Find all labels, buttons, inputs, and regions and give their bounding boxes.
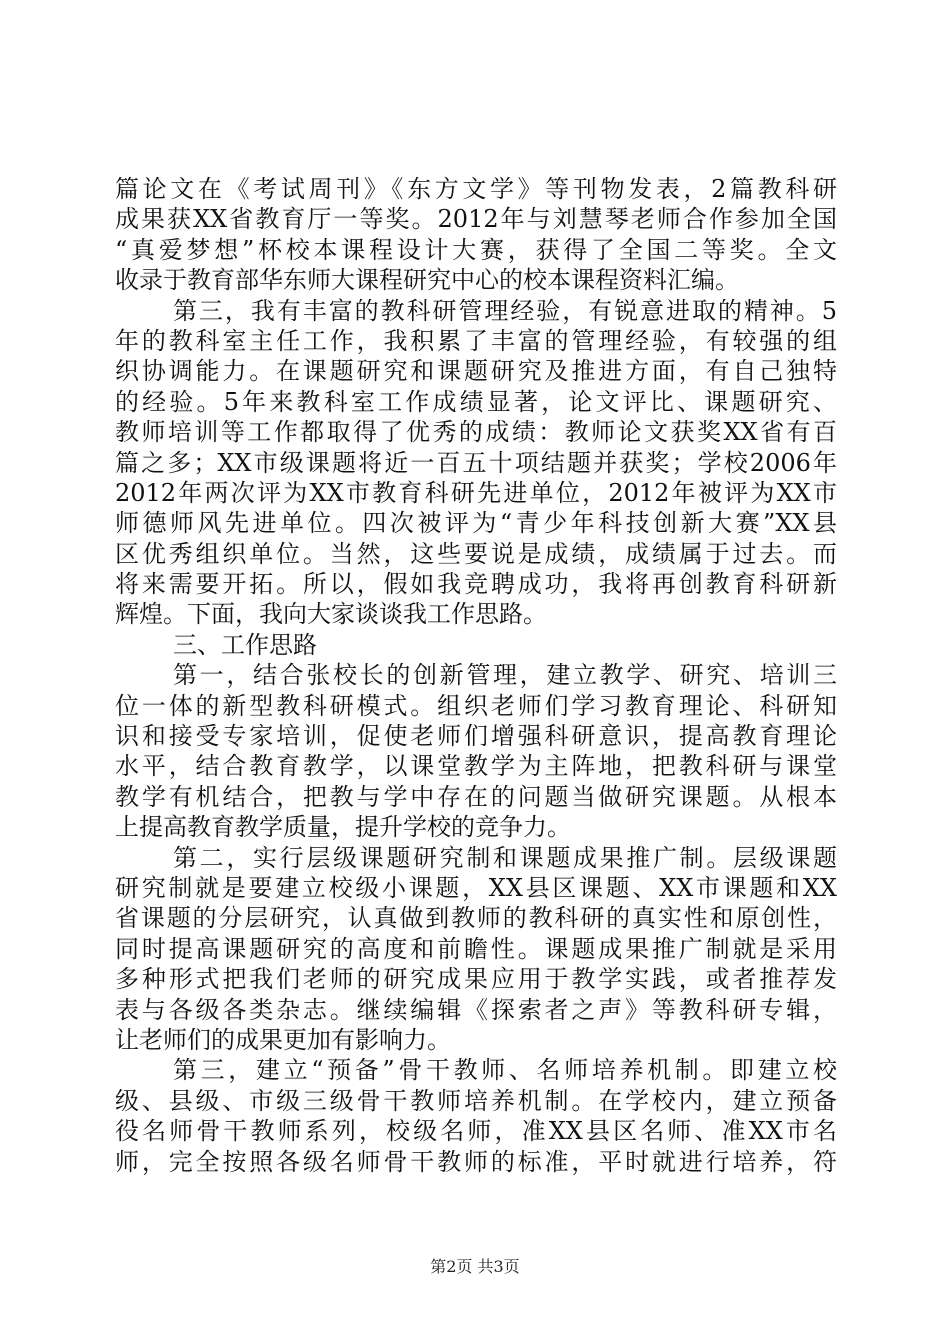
text-line: 织协调能力。在课题研究和课题研究及推进方面，有自己独特 [115,357,837,386]
text-line: 水平，结合教育教学，以课堂教学为主阵地，把教科研与课堂 [115,752,837,781]
text-line: 第一，结合张校长的创新管理，建立教学、研究、培训三 [173,661,837,690]
text-line: 位一体的新型教科研模式。组织老师们学习教育理论、科研知 [115,691,837,720]
text-line: 将来需要开拓。所以，假如我竞聘成功，我将再创教育科研新 [115,570,837,599]
text-line: 的经验。5年来教科室工作成绩显著，论文评比、课题研究、 [115,387,837,416]
page-footer: 第2页 共3页 [430,1257,520,1276]
text-line: 2012年两次评为XX市教育科研先进单位，2012年被评为XX市 [115,478,837,507]
text-line: 区优秀组织单位。当然，这些要说是成绩，成绩属于过去。而 [115,539,837,568]
text-line: 教学有机结合，把教与学中存在的问题当做研究课题。从根本 [115,782,837,811]
document-body [115,174,837,1177]
text-line: 第三，我有丰富的教科研管理经验，有锐意进取的精神。5 [173,296,837,325]
text-line: 多种形式把我们老师的研究成果应用于教学实践，或者推荐发 [115,965,837,994]
text-line: 师，完全按照各级名师骨干教师的标准，平时就进行培养，符 [115,1147,837,1176]
text-line: 表与各级各类杂志。继续编辑《探索者之声》等教科研专辑， [115,995,837,1024]
text-line: 收录于教育部华东师大课程研究中心的校本课程资料汇编。 [115,266,739,295]
text-line: 师德师风先进单位。四次被评为“青少年科技创新大赛”XX县 [115,509,837,538]
text-line: 研究制就是要建立校级小课题，XX县区课题、XX市课题和XX [115,873,837,902]
text-line: 篇论文在《考试周刊》《东方文学》等刊物发表，2篇教科研 [115,175,837,203]
text-line: 第二，实行层级课题研究制和课题成果推广制。层级课题 [173,843,837,872]
text-line: 教师培训等工作都取得了优秀的成绩：教师论文获奖XX省有百 [115,418,837,447]
text-line: 年的教科室主任工作，我积累了丰富的管理经验，有较强的组 [115,326,837,355]
text-line: 级、县级、市级三级骨干教师培养机制。在学校内，建立预备 [115,1086,837,1115]
text-line: 三、工作思路 [173,630,317,659]
text-line: 同时提高课题研究的高度和前瞻性。课题成果推广制就是采用 [115,934,837,963]
text-line: 第三，建立“预备”骨干教师、名师培养机制。即建立校 [173,1056,837,1085]
text-line: 辉煌。下面，我向大家谈谈我工作思路。 [115,600,547,629]
text-line: “真爱梦想”杯校本课程设计大赛，获得了全国二等奖。全文 [115,235,837,264]
text-line: 役名师骨干教师系列，校级名师，准XX县区名师、准XX市名 [115,1117,837,1146]
text-line: 让老师们的成果更加有影响力。 [115,1025,451,1054]
text-line: 上提高教育教学质量，提升学校的竞争力。 [115,813,571,842]
text-line: 成果获XX省教育厅一等奖。2012年与刘慧琴老师合作参加全国 [115,205,837,234]
text-line: 省课题的分层研究，认真做到教师的教科研的真实性和原创性， [115,904,837,933]
text-line: 识和接受专家培训，促使老师们增强科研意识，提高教育理论 [115,722,837,751]
text-line: 篇之多；XX市级课题将近一百五十项结题并获奖；学校2006年 [115,448,837,477]
